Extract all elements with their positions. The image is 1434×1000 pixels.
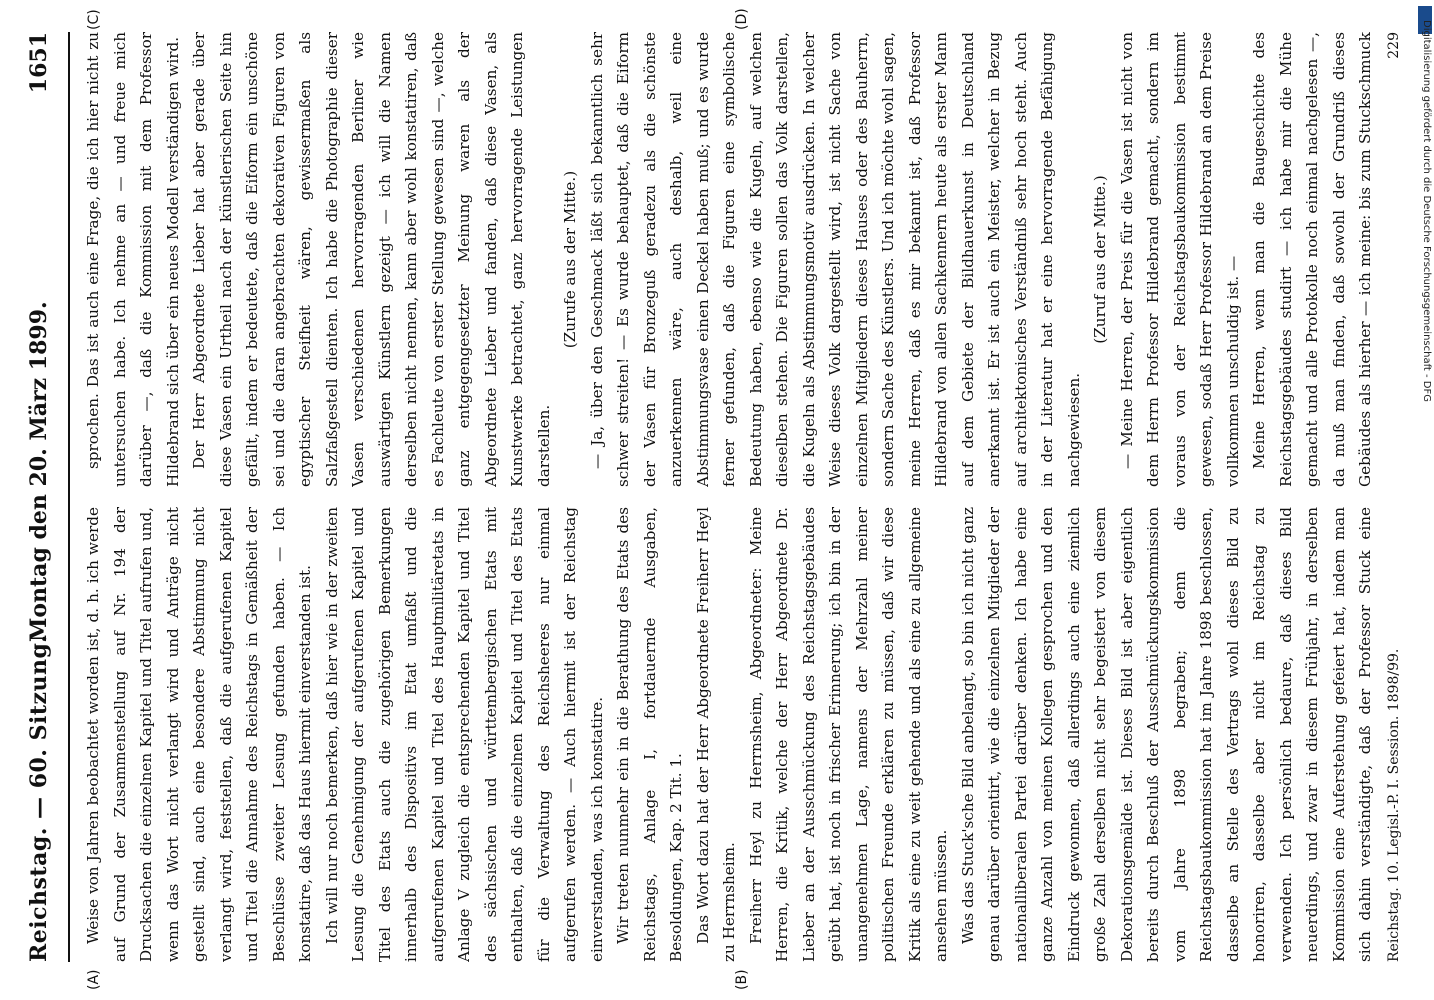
margin-letter-b: (B): [734, 969, 750, 990]
interjection: (Zurufe aus der Mitte.): [561, 170, 579, 349]
footer-session-info: Reichstag. 10. Legisl.-P. I. Session. 1898/99.: [1386, 648, 1402, 962]
paragraph: sprochen. Das ist auch eine Frage, die ich hier nicht zu untersuchen habe. Ich nehme an — und freue mich darüber —, daß die Kommission mit dem Professor Hildebrand sich über ein neues Modell verständigen wird.: [84, 32, 182, 487]
paragraph: Weise von Jahren beobachtet worden ist, d. h. ich werde auf Grund der Zusammenstellung auf Nr. 194 der Drucksachen die einzelnen Kapitel und Titel aufrufen und, wenn das Wort nicht verlangt wird und Anträge nicht gestellt sind, auch eine besondere Abstimmung nicht verlangt wird, feststellen, daß die aufgerufenen Kapitel und Titel die Annahme des Reichstags in Gemäßheit der Beschlüsse zweiter Lesung gefunden haben. — Ich konstatire, daß das Haus hiermit einverstanden ist.: [84, 507, 314, 962]
interjection: (Zuruf aus der Mitte.): [1091, 175, 1109, 344]
margin-letter-c: (C): [86, 9, 102, 30]
paragraph: — Meine Herren, der Preis für die Vasen ist nicht von dem Herrn Professor Hildebrand gemacht, sondern im voraus von der Reichstagsbaukommission bestimmt gewesen, sodaß Herr Professor Hildebrand an dem Preise vollkommen unschuldig ist. —: [1117, 32, 1242, 487]
margin-letter-a: (A): [86, 969, 102, 990]
paragraph: Meine Herren, wenn man die Baugeschichte des Reichstagsgebäudes studirt — ich habe mir die Mühe gemacht und alle Protokolle noch einmal nachgelesen —, da muß man finden, daß sowohl der Grundriß dieses Gebäudes als hierher — ich meine: bis zum Stuckschmuck: [1250, 32, 1374, 487]
side-credit: [1418, 20, 1432, 980]
text-column-right: [80, 32, 1380, 487]
page-footer: [1386, 32, 1402, 962]
paragraph: Das Wort dazu hat der Herr Abgeordnete Freiherr Heyl zu Herrnsheim.: [693, 507, 738, 962]
paragraph: Der Herr Abgeordnete Lieber hat aber gerade über diese Vasen ein Urtheil nach der künstlerischen Seite hin gefällt, indem er bedeutete, daß die Eiform ein unschöne sei und die daran angebrachten dekorativen Figuren von egyptischer Steifheit wären, gewissermaßen als Salzfaßgestell dienten. Ich habe die Photographie dieser Vasen verschiedenen hervorragenden Berliner wie auswärtigen Künstlern gezeigt — ich will die Namen derselben nicht nennen, kann aber wohl konstatiren, daß es Fachleute von erster Stellung gewesen sind —, welche ganz entgegengesetzter Meinung waren als der Abgeordnete Lieber und fanden, daß diese Vasen, als Kunstwerke betrachtet, ganz hervorragende Leistungen darstellen.: [190, 32, 553, 487]
paragraph: Freiherr Heyl zu Herrnsheim, Abgeordneter: Meine Herren, die Kritik, welche der Herr Abgeordnete Dr. Lieber an der Ausschmückung des Reichstagsgebäudes geübt hat, ist noch in frischer Erinnerung; ich bin in der unangenehmen Lage, namens der Mehrzahl meiner politischen Freunde erklären zu müssen, daß wir diese Kritik als eine zu weit gehende und als eine zu allgemeine ansehen müssen.: [746, 507, 950, 962]
paragraph: Was das Stuck'sche Bild anbelangt, so bin ich nicht ganz genau darüber orientirt, wie die einzelnen Mitglieder der nationalliberalen Partei darüber denken. Ich habe eine ganze Anzahl von meinen Kollegen gesprochen und den Eindruck gewonnen, daß allerdings auch eine ziemlich große Zahl derselben nicht sehr begeistert von diesem Dekorationsgemälde ist. Dieses Bild ist aber eigentlich bereits durch Beschluß der Ausschmückungskommission vom Jahre 1898 begraben; denn die Reichstagsbaukommission hat im Jahre 1898 beschlossen, dasselbe an Stelle des Vertrags wohl dieses Bild zu honoriren, dasselbe aber nicht im Reichstag zu verwenden. Ich persönlich bedaure, daß dieses Bild neuerdings, und zwar in diesem Frühjahr, in derselben Kommission eine Auferstehung gefeiert hat, indem man sich dahin verständigte, daß der Professor Stuck eine: [958, 507, 1374, 962]
paragraph: Ich will nur noch bemerken, daß hier wie in der zweiten Lesung die Genehmigung der aufgerufenen Kapitel und Titel des Etats auch die zugehörigen Bemerkungen innerhalb des Dispositivs im Etat umfaßt und die aufgerufenen Kapitel und Titel des Hauptmilitäretats in Anlage V zugleich die entsprechenden Kapitel und Titel des sächsischen und württembergischen Etats mit enthalten, daß die einzelnen Kapitel und Titel des Etats für die Verwaltung des Reichsheeres nur einmal aufgerufen werden. — Auch hiermit ist der Reichstag einverstanden, was ich konstatire.: [322, 507, 606, 962]
header-date: Montag den 20. März 1899.: [26, 301, 52, 642]
paragraph: Wir treten nunmehr ein in die Berathung des Etats des Reichstags, Anlage I, fortdauernde Ausgaben, Besoldungen, Kap. 2 Tit. 1.: [614, 507, 685, 962]
header-page-number: 1651: [26, 32, 52, 94]
margin-letter-d: (D): [734, 8, 750, 30]
paragraph: — Ja, über den Geschmack läßt sich bekanntlich sehr schwer streiten! — Es wurde behauptet, daß die Eiform der Vasen für Bronzeguß geradezu als die schönste anzuerkennen wäre, auch deshalb, weil eine Abstimmungsvase einen Deckel haben muß; und es wurde ferner gefunden, daß die Figuren eine symbolische Bedeutung haben, ebenso wie die Kugeln, auf welchen dieselben stehen. Die Figuren sollen das Volk darstellen, die Kugeln als Abstimmungsmotiv ausdrücken. In welcher Weise dieses Volk dargestellt wird, ist nicht Sache von einzelnen Mitgliedern dieses Hauses oder des Bauherrn, sondern Sache des Künstlers. Und ich möchte wohl sagen, meine Herren, daß es mir bekannt ist, daß Professor Hildebrand von allen Sachkennern heute als erster Mann auf dem Gebiete der Bildhauerkunst in Deutschland anerkannt ist. Er ist auch ein Meister, welcher in Bezug auf architektonisches Verständniß sehr hoch steht. Auch in der Literatur hat er eine hervorragende Befähigung nachgewiesen.: [587, 32, 1083, 487]
side-credit-text: Digitalisierung gefördert durch die Deutsche Forschungsgemeinschaft - DFG: [1421, 20, 1432, 403]
text-column-left: [80, 507, 1380, 962]
footer-page-number: 229: [1386, 32, 1402, 59]
header-session: Reichstag. — 60. Sitzung.: [26, 634, 52, 962]
header-rule: [68, 32, 70, 962]
page-header: [8, 32, 68, 962]
